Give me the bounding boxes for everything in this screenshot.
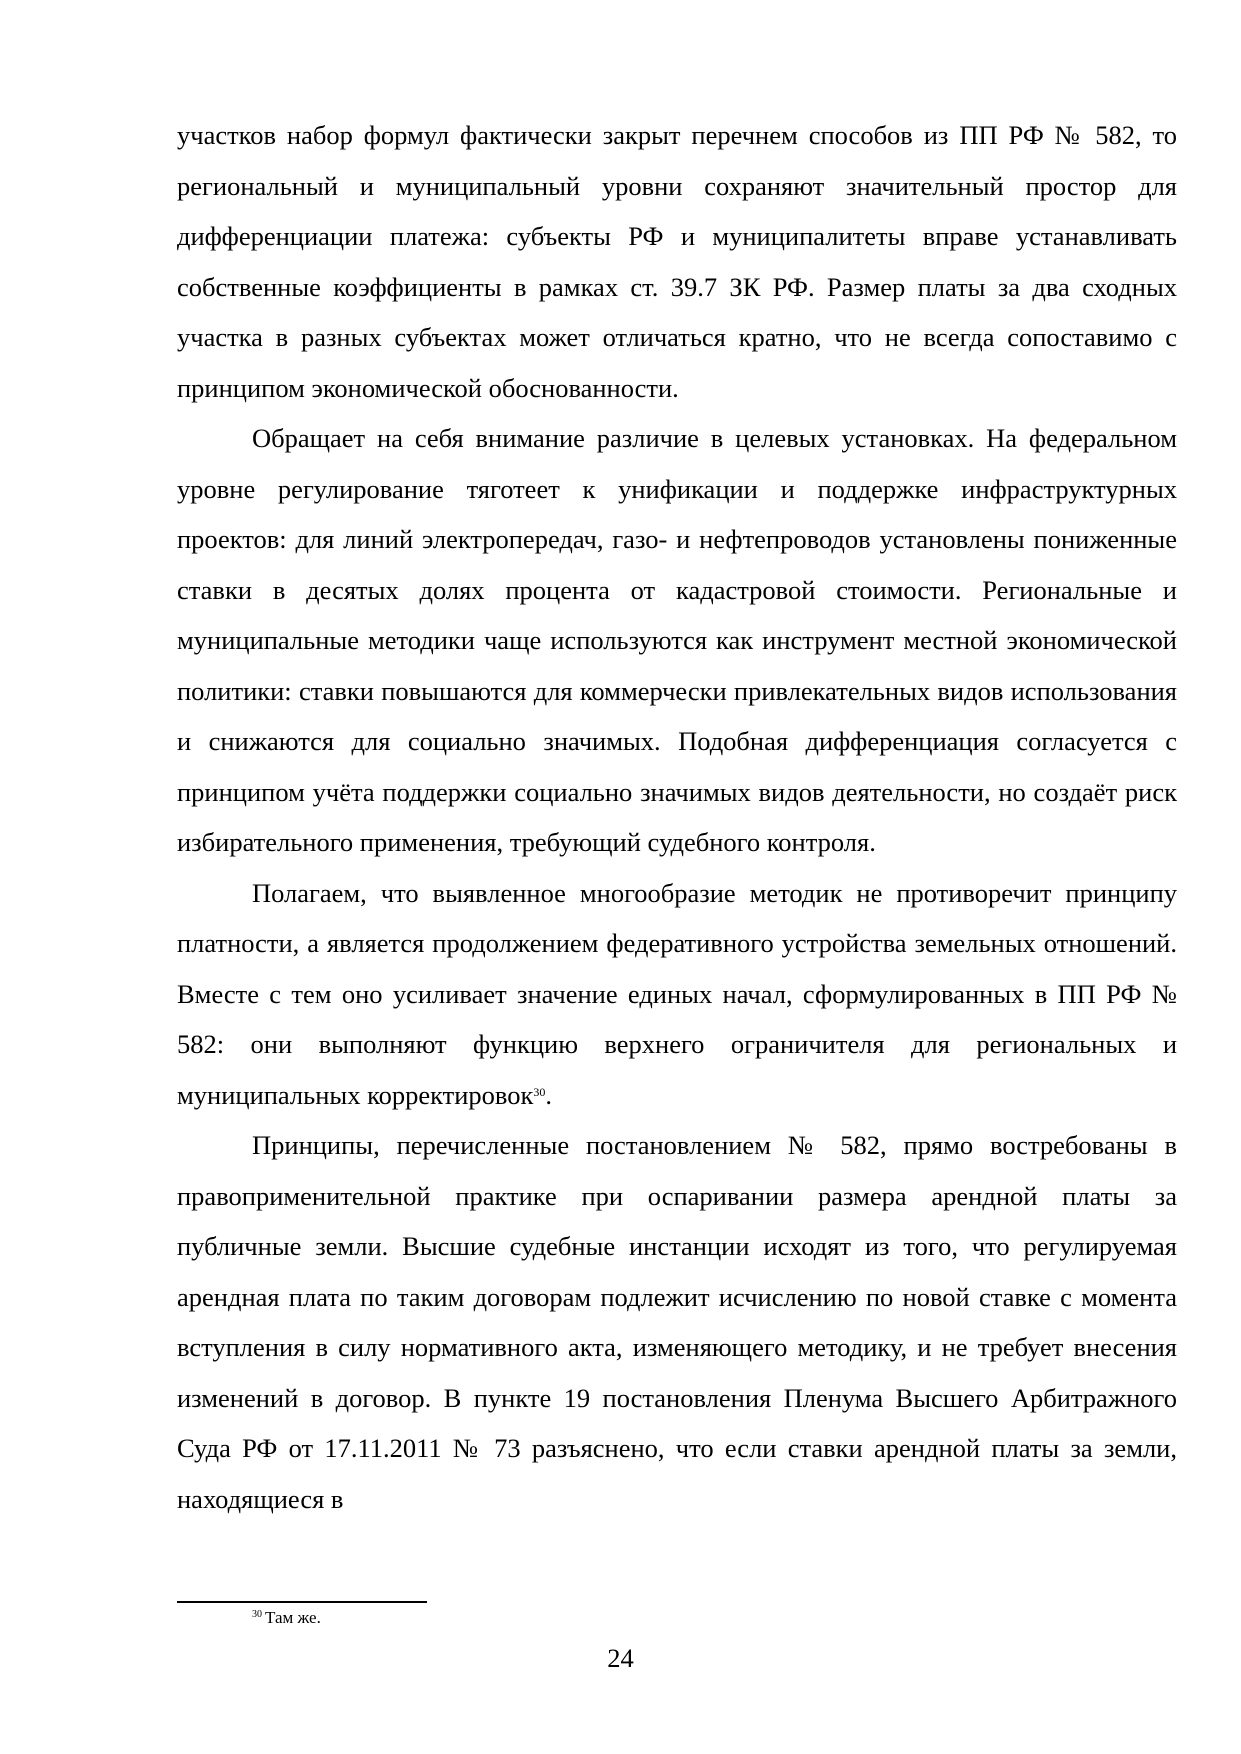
paragraph-text: Полагаем, что выявленное многообразие методик не противоречит принципу платности, а является продолжением федеративного устройства земельных отношений. Вместе с тем оно усиливает значение единых начал, сформулированных в ПП РФ № 582: они выполняют функцию верхнего ограничителя для региональных и муниципальных корректировок (177, 877, 1177, 1110)
paragraph-1 (177, 110, 1177, 413)
footnote-separator (177, 1601, 427, 1603)
paragraph-2 (177, 413, 1177, 868)
page-number: 24 (607, 1643, 634, 1673)
paragraph-text: Принципы, перечисленные постановлением № 582, прямо востребованы в правоприменительной практике при оспаривании размера арендной платы за публичные земли. Высшие судебные инстанции исходят из того, что регулируемая арендная плата по таким договорам подлежит исчислению по новой ставке с момента вступления в силу нормативного акта, изменяющего методику, и не требует внесения изменений в договор. В пункте 19 постановления Пленума Высшего Арбитражного Суда РФ от 17.11.2011 № 73 разъяснено, что если ставки арендной платы за земли, находящиеся в (177, 1130, 1177, 1514)
footnote-reference[interactable]: 30 (533, 1084, 546, 1099)
paragraph-text: участков набор формул фактически закрыт перечнем способов из ПП РФ № 582, то региональный и муниципальный уровни сохраняют значительный простор для дифференциации платежа: субъекты РФ и муниципалитеты вправе устанавливать собственные коэффициенты в рамках ст. 39.7 ЗК РФ. Размер платы за два сходных участка в разных субъектах может отличаться кратно, что не всегда сопоставимо с принципом экономической обоснованности. (177, 120, 1177, 403)
paragraph-text: Обращает на себя внимание различие в целевых установках. На федеральном уровне регулирование тяготеет к унификации и поддержке инфраструктурных проектов: для линий электропередач, газо- и нефтепроводов установлены пониженные ставки в десятых долях процента от кадастровой стоимости. Региональные и муниципальные методики чаще используются как инструмент местной экономической политики: ставки повышаются для коммерчески привлекательных видов использования и снижаются для социально значимых. Подобная дифференциация согласуется с принципом учёта поддержки социально значимых видов деятельности, но создаёт риск избирательного применения, требующий судебного контроля. (177, 423, 1177, 857)
paragraph-3 (177, 868, 1177, 1121)
footnote (252, 1607, 321, 1629)
paragraph-4 (177, 1120, 1177, 1524)
paragraph-tail: . (545, 1079, 553, 1110)
body-text (177, 110, 1177, 1524)
footnote-text: Там же. (265, 1608, 321, 1627)
footnote-number: 30 (252, 1609, 262, 1620)
